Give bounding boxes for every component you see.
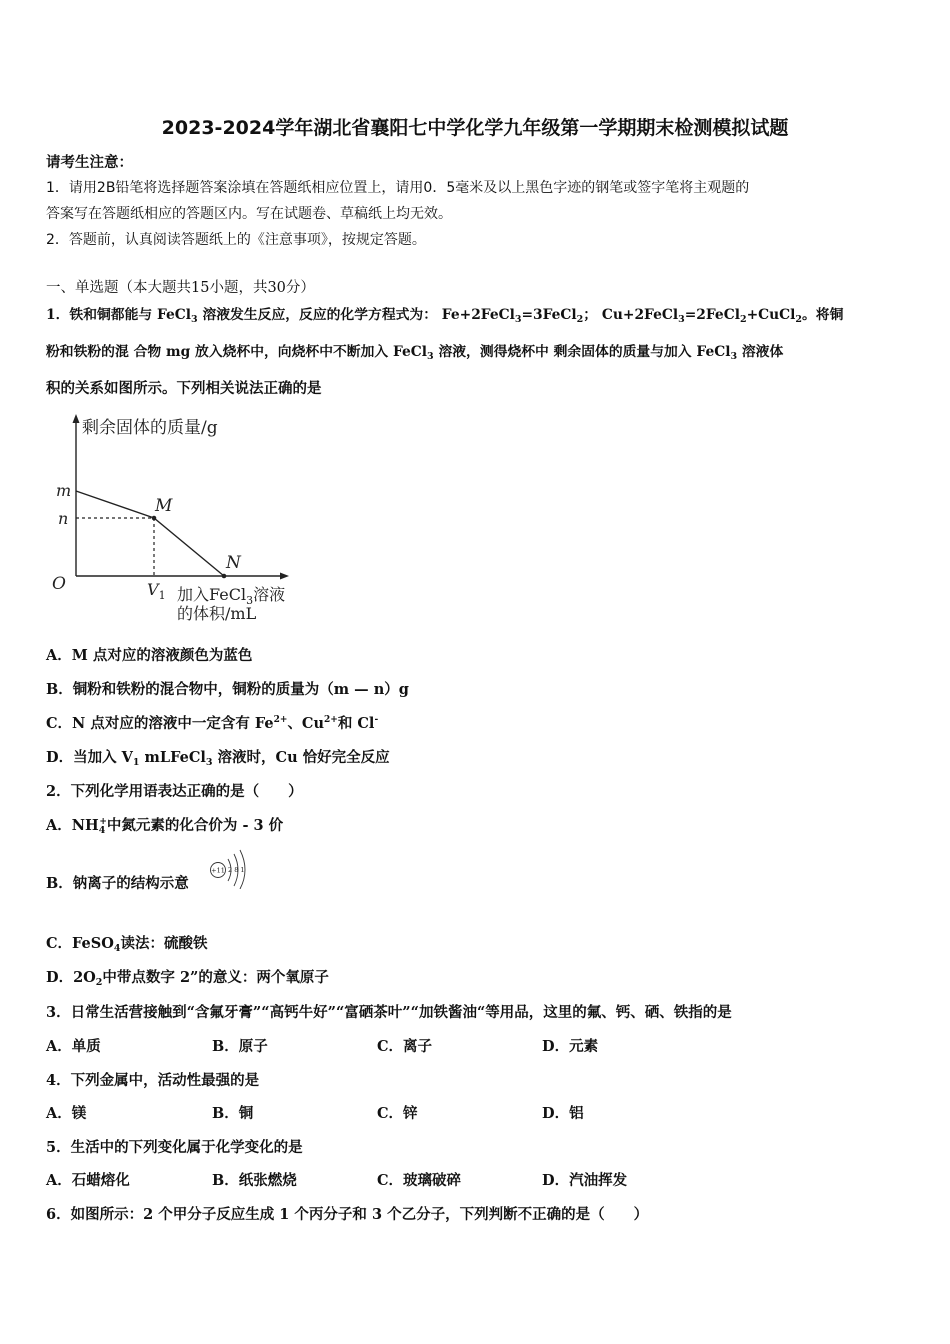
q5-option-a: A．石蜡熔化 [46,1172,130,1189]
notice-heading: 请考生注意： [46,154,133,171]
label-O: O [52,574,66,594]
q1-option-d: D．当加入 $V_1$ mLFeCl$_3$ 溶液时，Cu 恰好完全反应 [46,749,390,768]
exam-title: 2023-2024学年湖北省襄阳七中学化学九年级第一学期期末检测模拟试题 [161,117,789,139]
q4-stem: 4．下列金属中，活动性最强的是 [46,1072,260,1089]
q1-option-a: A．M 点对应的溶液颜色为蓝色 [46,647,253,664]
q3-stem: 3．日常生活营接触到“含氟牙膏”“高钙牛好”“富硒茶叶”“加铁酱油“等用品，这里的氟、钙、硒、铁指的是 [46,1004,732,1021]
q1-stem-line1: 1．铁和铜都能与 FeCl$_3$ 溶液发生反应，反应的化学方程式为： Fe+2FeCl$_3$=3FeCl$_2$； Cu+2FeCl$_3$=2FeCl$_2$+CuCl$_2$。将铜 [46,307,844,325]
section-heading: 一、单选题（本大题共15小题，共30分） [46,280,315,296]
ion-electrons: 2 8 1 [228,866,245,874]
data-line [76,491,224,576]
label-n: n [58,509,69,528]
q4-option-c: C．锌 [377,1105,418,1122]
notice-item-1a: 1．请用2B铅笔将选择题答案涂填在答题纸相应位置上，请用0．5毫米及以上黑色字迹的钢笔或签字笔将主观题的 [46,180,750,196]
label-N: N [226,553,241,573]
point-M [152,516,157,521]
notice-item-1b: 答案写在答题纸相应的答题区内。写在试题卷、草稿纸上均无效。 [46,206,452,222]
q5-option-d: D．汽油挥发 [542,1172,628,1189]
y-axis-arrow [73,414,80,423]
sodium-ion-diagram [206,847,256,889]
x-axis-arrow [280,573,289,580]
q5-stem: 5．生活中的下列变化属于化学变化的是 [46,1139,303,1156]
q2-option-b: B．钠离子的结构示意 [46,875,189,892]
q3-option-d: D．元素 [542,1038,599,1055]
label-M: M [155,496,173,516]
q1-option-c: C．N 点对应的溶液中一定含有 $Fe^{2+}$、$Cu^{2+}$和 Cl- [46,715,379,732]
q3-option-b: B．原子 [212,1038,268,1055]
q4-option-a: A．镁 [46,1105,87,1122]
y-axis-label: 剩余固体的质量/g [82,418,218,438]
q4-option-b: B．铜 [212,1105,254,1122]
q2-option-d: D．$2O_2$中带点数字 2”的意义：两个氧原子 [46,969,329,988]
q3-option-c: C．离子 [377,1038,433,1055]
q2-option-a: A．$NH_4^+$中氮元素的化合价为 - 3 价 [46,817,284,836]
q1-option-b: B．铜粉和铁粉的混合物中，铜粉的质量为（m — n）g [46,681,409,698]
q5-option-c: C．玻璃破碎 [377,1172,462,1189]
q2-option-c: C．FeSO$_4$读法：硫酸铁 [46,935,208,954]
q1-stem-line2: 粉和铁粉的混 合物 mg 放入烧杯中，向烧杯中不断加入 FeCl$_3$ 溶液，测得烧杯中 剩余固体的质量与加入 FeCl$_3$ 溶液体 [46,344,784,362]
x-axis-label-line2: 的体积/mL [177,604,257,623]
q1-stem-line3: 积的关系如图所示。下列相关说法正确的是 [46,380,322,397]
q1-graph [44,408,324,630]
q2-stem: 2．下列化学用语表达正确的是（ ） [46,783,303,800]
x-axis-label-line1: 加入FeCl$_3$溶液 [177,585,286,607]
point-N [222,574,227,579]
notice-item-2: 2．答题前，认真阅读答题纸上的《注意事项》，按规定答题。 [46,232,426,248]
q4-option-d: D．铝 [542,1105,584,1122]
label-m: m [56,481,72,500]
q5-option-b: B．纸张燃烧 [212,1172,297,1189]
ion-nucleus: +11 [211,866,225,875]
q6-stem: 6．如图所示：2 个甲分子反应生成 1 个丙分子和 3 个乙分子，下列判断不正确的是（ ） [46,1206,649,1223]
q3-option-a: A．单质 [46,1038,101,1055]
label-V1: $V_1$ [147,580,166,602]
